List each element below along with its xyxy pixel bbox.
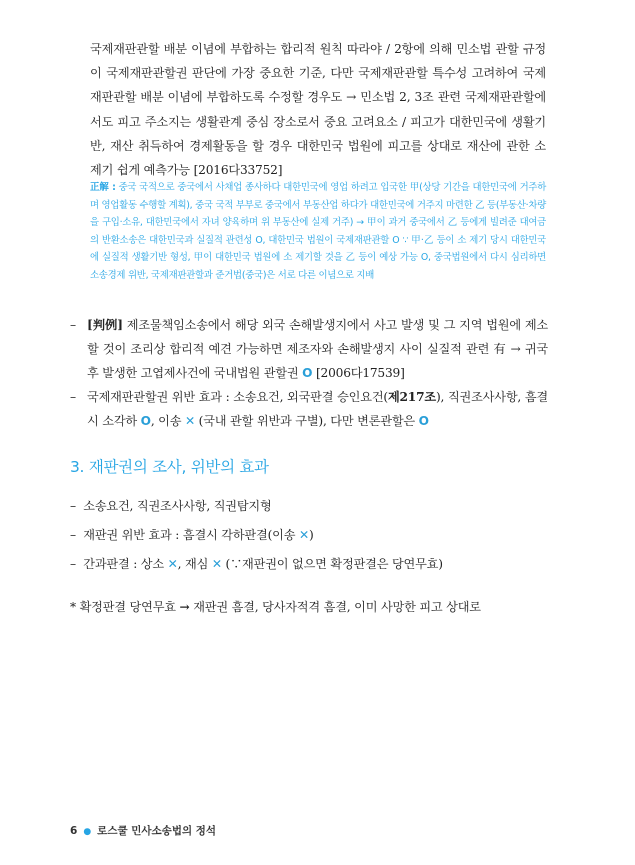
cross-mark-icon: ✕: [211, 557, 222, 571]
correction-text: 중국 국적으로 중국에서 사채업 종사하다 대한민국에 영업 하려고 입국한 甲(상당 기간을 대한민국에 거주하며 영업활동 수행할 계획), 중국 국적 부부로 중국에서 부동산업 하다가 대한민국에 거주지 마련한 乙 등(부동산·차량을 구입·소유, 대한민국에서 자녀 양육하며 위 부동산에 실제 거주) → 甲이 과거 중국에서 乙 등에게 빌려준 대여금의 반환소송은 대한민국과 실질적 관련성 O, 대한민국 법원이 국제재판관할 O ∵ 甲·乙 등이 소 제기 당시 대한민국에 실질적 생활기반 형성, 甲이 대한민국 법원에 소 제기할 것을 乙 등이 예상 가능 O, 중국법원에서 다시 심리하면 소송경제 위반, 국제재판관할과 준거법(중국)은 서로 다른 이념으로 지배: [90, 182, 547, 281]
dash-icon: –: [70, 390, 76, 404]
effect-text: 국제재판관할권 위반 효과 : 소송요건, 외국판결 승인요건(: [87, 390, 388, 404]
dash-icon: –: [70, 557, 76, 571]
effect-text-tail: (국내 관할 위반과 구별), 다만 변론관할은: [195, 414, 419, 429]
dash-icon: –: [70, 499, 76, 513]
footnote-item: [70, 597, 548, 617]
arrow-icon: →: [346, 90, 357, 105]
circle-mark-icon: O: [302, 366, 313, 381]
bullet-effect-item: [70, 385, 548, 433]
footnote-text-continued: 재판권 흠결, 당사자적격 흠결, 이미 사망한 피고 상대로: [189, 600, 481, 614]
correction-note: [90, 179, 546, 285]
section-heading: 3. 재판권의 조사, 위반의 효과: [70, 458, 269, 476]
dash-icon: –: [70, 528, 76, 542]
list-item-text-end: ): [308, 528, 314, 542]
list-item-text: 소송요건, 직권조사사항, 직권탐지형: [83, 499, 272, 513]
list-item-text: 재판권 위반 효과 : 흠결시 각하판결(이송: [83, 528, 299, 542]
cross-mark-icon: ✕: [298, 528, 309, 542]
list-item: [70, 554, 548, 574]
intro-paragraph: [90, 37, 546, 182]
case-text: 제조물책임소송에서 해당 외국 손해발생지에서 사고 발생 및 그 지역 법원에 제소할 것이 조리상 합리적 예견 가능하면 제조자와 손해발생지 사이 실질적 관련 有 → 귀국 후 발생한 고엽제사건에 국내법원 관할권: [87, 318, 549, 381]
page-footer: [70, 823, 216, 838]
intro-text: 국제재판관할 배분 이념에 부합하는 합리적 원칙 따라야 / 2항에 의해 민소법 관할 규정이 국제재판관할권 판단에 가장 중요한 기준, 다만 국제재판관할 특수성 고려하여 국제재판관할 배분 이념에 부합하도록 수정할 경우도: [90, 42, 546, 105]
correction-tag: 正解 :: [90, 182, 116, 193]
list-item-text: 간과판결 : 상소: [83, 557, 168, 571]
asterisk-icon: *: [70, 600, 76, 614]
list-item-text-middle: , 재심: [177, 557, 212, 571]
article-ref: 제217조: [387, 390, 436, 404]
circle-mark-icon: O: [418, 414, 429, 429]
book-title: 로스쿨 민사소송법의 정석: [97, 825, 217, 837]
list-item: [70, 525, 548, 545]
page-number: 6: [70, 825, 78, 837]
list-item-text-end: (∵재판권이 없으면 확정판결은 당연무효): [221, 557, 443, 571]
effect-text-transfer: , 이송: [150, 414, 185, 429]
intro-text-continued: 민소법 2, 3조 관련 국제재판관할에서도 피고 주소지는 생활관계 중심 장소로서 중요 고려요소 / 피고가 대한민국에 생활기반, 재산 취득하여 경제활동을 할 경우 대한민국 법원에 피고를 상대로 재산에 관한 소 제기 쉽게 예측가능 [2016다33752]: [90, 90, 546, 178]
cross-mark-icon: ✕: [167, 557, 178, 571]
case-label: [判例]: [87, 318, 123, 332]
case-citation: [2006다17539]: [312, 366, 405, 381]
bullet-case-item: [70, 313, 548, 386]
footnote-text: 확정판결 당연무효: [75, 600, 180, 614]
cross-mark-icon: ✕: [184, 414, 195, 429]
list-item: [70, 496, 548, 516]
bullet-dot-icon: ●: [83, 827, 92, 837]
arrow-icon: →: [179, 600, 190, 614]
effect-text-continued: ), 직권조사사항, 흠결시 소각하: [87, 390, 548, 429]
dash-icon: –: [70, 318, 76, 332]
circle-mark-icon: O: [140, 414, 151, 429]
